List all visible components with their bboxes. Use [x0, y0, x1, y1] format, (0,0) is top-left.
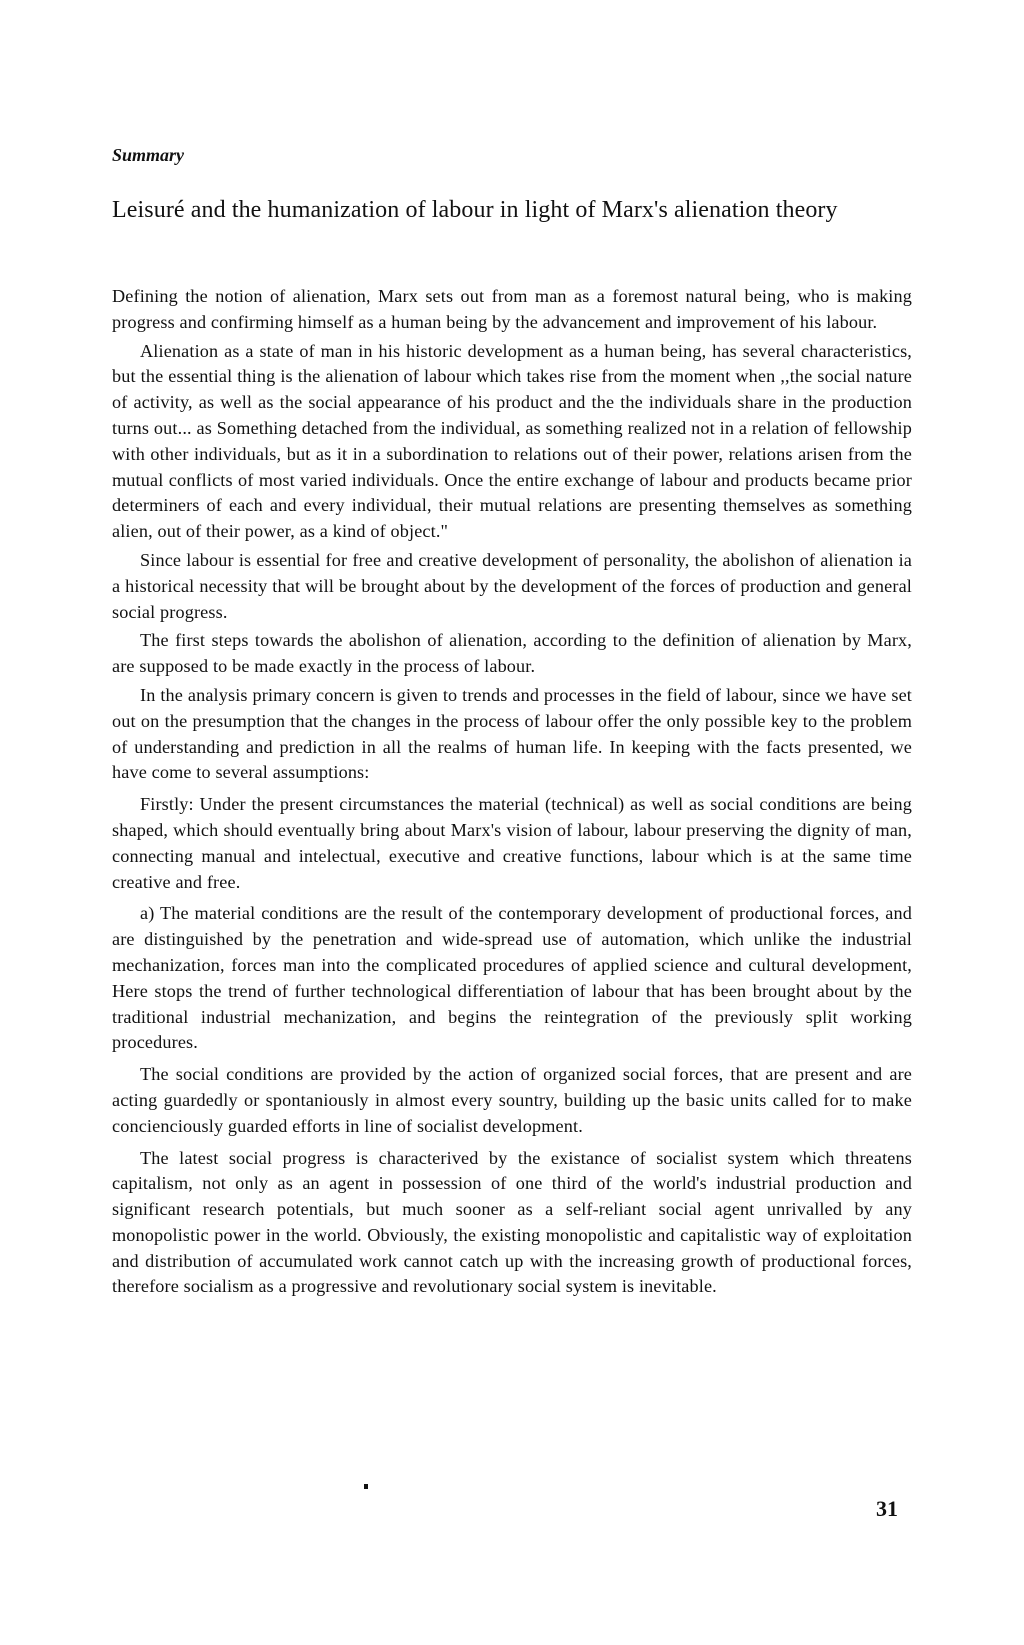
- article-body: [112, 284, 912, 1303]
- paragraph-5: In the analysis primary concern is given to trends and processes in the field of labour, since we have set out on the presumption that the changes in the process of labour offer the only possible key to the problem of understanding and prediction in all the realms of human life. In keeping with the facts presented, we have come to several assumptions:: [112, 684, 912, 783]
- section-label: Summary: [112, 145, 185, 165]
- paragraph-4: The first steps towards the abolishon of alienation, according to the definition of alienation by Marx, are supposed to be made exactly in the process of labour.: [112, 630, 912, 677]
- paragraph-8: The social conditions are provided by the action of organized social forces, that are present and are acting guardedly or spontaniously in almost every sountry, building up the basic units called for to make concienciously guarded efforts in line of socialist development.: [112, 1064, 912, 1136]
- paragraph-6: Firstly: Under the present circumstances the material (technical) as well as social conditions are being shaped, which should eventually bring about Marx's vision of labour, labour preserving the dignity of man, connecting manual and intelectual, executive and creative functions, labour which is at the same time creative and free.: [112, 794, 912, 892]
- page-number: 31: [876, 1496, 898, 1521]
- print-dot-mark: [364, 1484, 368, 1489]
- paragraph-1: Defining the notion of alienation, Marx sets out from man as a foremost natural being, who is making progress and confirming himself as a human being by the advancement and improvement of his labour.: [112, 286, 912, 332]
- article-title: Leisuré and the humanization of labour in light of Marx's alienation theory: [112, 197, 838, 223]
- paragraph-7: a) The material conditions are the result of the contemporary development of productional forces, and are distinguished by the penetration and wide-spread use of automation, which unlike the industrial mechanization, forces man into the complicated procedures of applied science and cultural development, Here stops the trend of further technological differentiation of labour that has been brought about by the traditional industrial mechanization, and begins the reintegration of the previously split working procedures.: [112, 903, 912, 1053]
- paragraph-3: Since labour is essential for free and creative development of personality, the abolishon of alienation ia a historical necessity that will be brought about by the development of the forces of production and general social progress.: [112, 549, 912, 622]
- paragraph-9: The latest social progress is characterived by the existance of socialist system which threatens capitalism, not only as an agent in possession of one third of the world's industrial production and significant research potentials, but much sooner as a self-reliant social agent unrivalled by any monopolistic power in the world. Obviously, the existing monopolistic and capitalistic way of exploitation and distribution of accumulated work cannot catch up with the increasing growth of productional forces, therefore socialism as a progressive and revolutionary social system is inevitable.: [112, 1147, 912, 1297]
- paragraph-2: Alienation as a state of man in his historic development as a human being, has several characteristics, but the essential thing is the alienation of labour which takes rise from the moment when ,,the social nature of activity, as well as the social appearance of his product and the the individuals share in the production turns out... as Something detached from the individual, as something realized not in a relation of fellowship with other individuals, but as it in a subordination to relations out of their power, relations arisen from the mutual conflicts of most varied individuals. Once the entire exchange of labour and products became prior determiners of each and every individual, their mutual relations are presenting themselves as something alien, out of their power, as a kind of object.": [112, 340, 912, 542]
